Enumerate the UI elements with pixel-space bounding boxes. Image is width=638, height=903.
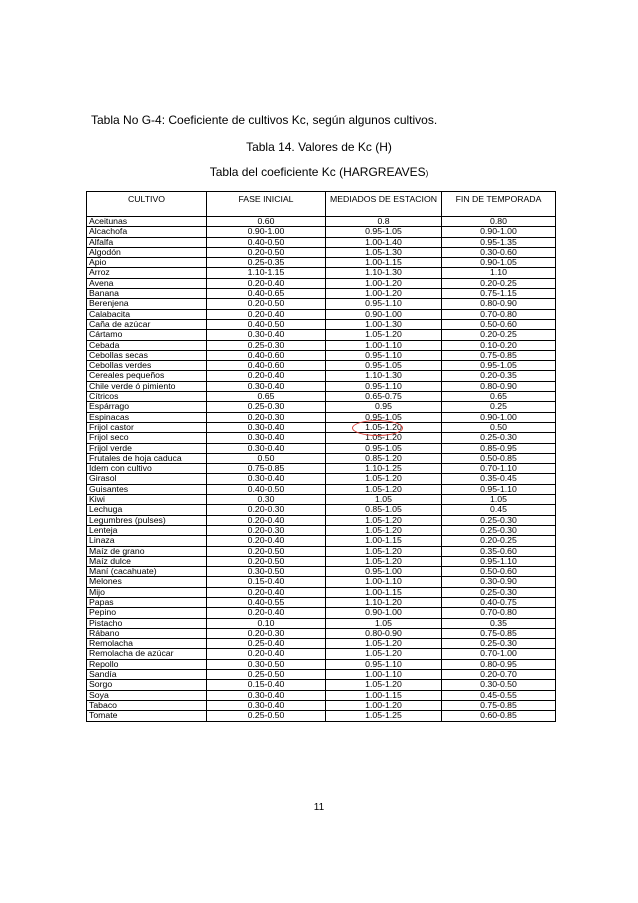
table-row (87, 258, 556, 268)
column-header-fase-inicial: FASE INICIAL (207, 192, 326, 217)
cell-fin: 0.85-0.95 (442, 443, 556, 453)
cell-cultivo: Tabaco (87, 700, 207, 710)
cell-mediados: 1.05 (326, 495, 442, 505)
table-row (87, 556, 556, 566)
cell-mediados: 0.95-1.10 (326, 299, 442, 309)
cell-fase-inicial: 0.30-0.50 (207, 659, 326, 669)
table-row (87, 536, 556, 546)
table-row (87, 319, 556, 329)
table-row (87, 690, 556, 700)
cell-cultivo: Sorgo (87, 680, 207, 690)
table-row (87, 608, 556, 618)
table-header-row (87, 192, 556, 217)
table-row (87, 670, 556, 680)
table-row (87, 340, 556, 350)
cell-fin: 0.80-0.95 (442, 659, 556, 669)
cell-cultivo: Cítricos (87, 392, 207, 402)
cell-cultivo: Espinacas (87, 412, 207, 422)
cell-mediados: 1.00-1.15 (326, 536, 442, 546)
table-row (87, 628, 556, 638)
cell-fin: 0.50-0.60 (442, 319, 556, 329)
cell-cultivo: Remolacha (87, 639, 207, 649)
column-header-fin: FIN DE TEMPORADA (442, 192, 556, 217)
cell-fase-inicial: 0.90-1.00 (207, 227, 326, 237)
cell-fin: 0.70-0.80 (442, 309, 556, 319)
cell-mediados: 1.10-1.25 (326, 464, 442, 474)
cell-mediados: 1.10-1.20 (326, 597, 442, 607)
cell-mediados: 1.05-1.30 (326, 247, 442, 257)
cell-fase-inicial: 0.15-0.40 (207, 577, 326, 587)
cell-fin: 0.35 (442, 618, 556, 628)
cell-fase-inicial: 0.65 (207, 392, 326, 402)
cell-fase-inicial: 0.20-0.50 (207, 247, 326, 257)
cell-cultivo: Pepino (87, 608, 207, 618)
cell-fase-inicial: 0.20-0.40 (207, 587, 326, 597)
cell-fase-inicial: 0.30-0.40 (207, 690, 326, 700)
cell-fin: 0.45 (442, 505, 556, 515)
cell-fin: 0.95-1.05 (442, 361, 556, 371)
cell-cultivo: Cebollas secas (87, 350, 207, 360)
cell-fase-inicial: 0.20-0.40 (207, 309, 326, 319)
table-row (87, 680, 556, 690)
cell-fin: 0.20-0.25 (442, 536, 556, 546)
cell-fase-inicial: 0.30-0.40 (207, 422, 326, 432)
cell-mediados: 1.10-1.30 (326, 268, 442, 278)
cell-cultivo: Maíz de grano (87, 546, 207, 556)
cell-fin: 0.25 (442, 402, 556, 412)
cell-fase-inicial: 0.30-0.50 (207, 567, 326, 577)
cell-mediados: 1.00-1.20 (326, 700, 442, 710)
cell-fin: 0.90-1.00 (442, 227, 556, 237)
document-heading: Tabla No G-4: Coeficiente de cultivos Kc, según algunos cultivos. (91, 113, 438, 127)
table-row (87, 639, 556, 649)
table-row (87, 371, 556, 381)
cell-mediados: 0.95-1.05 (326, 361, 442, 371)
cell-mediados: 0.90-1.00 (326, 608, 442, 618)
table-row (87, 546, 556, 556)
cell-fin: 1.05 (442, 495, 556, 505)
cell-fase-inicial: 0.25-0.50 (207, 711, 326, 721)
cell-mediados: 1.05-1.20 (326, 422, 442, 432)
cell-cultivo: Repollo (87, 659, 207, 669)
cell-fin: 0.90-1.00 (442, 412, 556, 422)
cell-cultivo: Frijol castor (87, 422, 207, 432)
table-row (87, 227, 556, 237)
cell-mediados: 1.05-1.20 (326, 515, 442, 525)
cell-fin: 1.10 (442, 268, 556, 278)
cell-cultivo: Lechuga (87, 505, 207, 515)
cell-cultivo: Algodón (87, 247, 207, 257)
cell-fase-inicial: 0.40-0.60 (207, 361, 326, 371)
cell-mediados: 1.00-1.30 (326, 319, 442, 329)
table-row (87, 392, 556, 402)
cell-fin: 0.90-1.05 (442, 258, 556, 268)
cell-mediados: 0.90-1.00 (326, 309, 442, 319)
cell-fin: 0.65 (442, 392, 556, 402)
column-header-mediados: MEDIADOS DE ESTACION (326, 192, 442, 217)
cell-mediados: 1.05-1.20 (326, 484, 442, 494)
cell-cultivo: Avena (87, 278, 207, 288)
cell-fin: 0.70-1.00 (442, 649, 556, 659)
cell-mediados: 1.00-1.15 (326, 587, 442, 597)
cell-fin: 0.40-0.75 (442, 597, 556, 607)
cell-mediados: 1.00-1.40 (326, 237, 442, 247)
cell-fase-inicial: 0.10 (207, 618, 326, 628)
cell-mediados: 0.85-1.05 (326, 505, 442, 515)
cell-fase-inicial: 0.20-0.40 (207, 608, 326, 618)
table-row (87, 567, 556, 577)
cell-fin: 0.25-0.30 (442, 639, 556, 649)
cell-mediados: 0.95-1.10 (326, 381, 442, 391)
cell-fin: 0.10-0.20 (442, 340, 556, 350)
cell-cultivo: Pistacho (87, 618, 207, 628)
cell-fin: 0.30-0.60 (442, 247, 556, 257)
table-row (87, 278, 556, 288)
cell-fin: 0.25-0.30 (442, 515, 556, 525)
cell-fase-inicial: 0.50 (207, 453, 326, 463)
cell-fin: 0.20-0.25 (442, 330, 556, 340)
cell-fase-inicial: 0.25-0.30 (207, 402, 326, 412)
cell-cultivo: Maíz dulce (87, 556, 207, 566)
cell-fin: 0.80-0.90 (442, 299, 556, 309)
cell-fin: 0.35-0.60 (442, 546, 556, 556)
cell-fase-inicial: 0.20-0.30 (207, 412, 326, 422)
cell-cultivo: Alfalfa (87, 237, 207, 247)
cell-cultivo: Sandía (87, 670, 207, 680)
cell-cultivo: Calabacita (87, 309, 207, 319)
cell-fin: 0.50-0.60 (442, 567, 556, 577)
table-row (87, 247, 556, 257)
table-row (87, 422, 556, 432)
cell-fase-inicial: 0.20-0.40 (207, 515, 326, 525)
cell-fin: 0.95-1.10 (442, 556, 556, 566)
table-row (87, 289, 556, 299)
cell-mediados: 0.95-1.10 (326, 350, 442, 360)
table-row (87, 402, 556, 412)
cell-mediados: 0.95-1.00 (326, 567, 442, 577)
cell-cultivo: Banana (87, 289, 207, 299)
table-row (87, 433, 556, 443)
cell-fase-inicial: 0.20-0.50 (207, 299, 326, 309)
table-title-text: Tabla del coeficiente Kc (HARGREAVES (209, 165, 426, 179)
cell-fin: 0.30-0.90 (442, 577, 556, 587)
cell-mediados: 1.05-1.20 (326, 639, 442, 649)
cell-mediados: 0.85-1.20 (326, 453, 442, 463)
cell-fin: 0.95-1.35 (442, 237, 556, 247)
cell-cultivo: Soya (87, 690, 207, 700)
table-row (87, 700, 556, 710)
cell-cultivo: Tomate (87, 711, 207, 721)
table-row (87, 381, 556, 391)
cell-cultivo: Girasol (87, 474, 207, 484)
table-row (87, 597, 556, 607)
table-row (87, 330, 556, 340)
cell-cultivo: Cereales pequeños (87, 371, 207, 381)
cell-mediados: 1.05-1.20 (326, 680, 442, 690)
table-row (87, 495, 556, 505)
cell-fin: 0.35-0.45 (442, 474, 556, 484)
cell-fin: 0.20-0.35 (442, 371, 556, 381)
cell-cultivo: Rábano (87, 628, 207, 638)
cell-mediados: 1.05-1.20 (326, 525, 442, 535)
cell-fase-inicial: 0.20-0.50 (207, 546, 326, 556)
cell-cultivo: Legumbres (pulses) (87, 515, 207, 525)
hand-drawn-circle-annotation (352, 420, 403, 436)
cell-fin: 0.25-0.30 (442, 525, 556, 535)
cell-fase-inicial: 0.30-0.40 (207, 443, 326, 453)
table-row (87, 505, 556, 515)
cell-mediados: 0.80-0.90 (326, 628, 442, 638)
table-row (87, 309, 556, 319)
cell-fin: 0.80-0.90 (442, 381, 556, 391)
cell-fin: 0.75-0.85 (442, 700, 556, 710)
cell-fase-inicial: 0.20-0.40 (207, 536, 326, 546)
cell-fin: 0.75-0.85 (442, 350, 556, 360)
cell-fase-inicial: 0.20-0.30 (207, 525, 326, 535)
cell-cultivo: Cebollas verdes (87, 361, 207, 371)
cell-fin: 0.70-1.10 (442, 464, 556, 474)
table-title-suffix: ) (425, 169, 429, 178)
cell-cultivo: Apio (87, 258, 207, 268)
table-row (87, 443, 556, 453)
cell-cultivo: Kiwi (87, 495, 207, 505)
cell-mediados: 1.00-1.20 (326, 289, 442, 299)
table-subheading: Tabla 14. Valores de Kc (H) (246, 140, 392, 154)
cell-cultivo: Mijo (87, 587, 207, 597)
cell-cultivo: Arroz (87, 268, 207, 278)
column-header-cultivo: CULTIVO (87, 192, 207, 217)
cell-fin: 0.75-1.15 (442, 289, 556, 299)
cell-cultivo: Cártamo (87, 330, 207, 340)
cell-fase-inicial: 0.30-0.40 (207, 700, 326, 710)
cell-cultivo: Espárrago (87, 402, 207, 412)
cell-mediados: 1.05-1.20 (326, 546, 442, 556)
cell-fase-inicial: 0.40-0.55 (207, 597, 326, 607)
table-row (87, 649, 556, 659)
cell-fase-inicial: 0.75-0.85 (207, 464, 326, 474)
cell-fin: 0.25-0.30 (442, 587, 556, 597)
cell-cultivo: Maní (cacahuate) (87, 567, 207, 577)
cell-mediados: 0.65-0.75 (326, 392, 442, 402)
kc-table (86, 191, 556, 722)
table-row (87, 659, 556, 669)
table-row (87, 453, 556, 463)
cell-fase-inicial: 1.10-1.15 (207, 268, 326, 278)
cell-fase-inicial: 0.40-0.60 (207, 350, 326, 360)
cell-fin: 0.70-0.80 (442, 608, 556, 618)
cell-mediados: 1.00-1.15 (326, 258, 442, 268)
cell-cultivo: Idem con cultivo (87, 464, 207, 474)
table-row (87, 464, 556, 474)
cell-mediados: 1.00-1.15 (326, 690, 442, 700)
cell-fase-inicial: 0.20-0.40 (207, 371, 326, 381)
table-row (87, 515, 556, 525)
cell-cultivo: Aceitunas (87, 217, 207, 227)
cell-fase-inicial: 0.30-0.40 (207, 474, 326, 484)
table-title (0, 165, 638, 179)
cell-mediados: 1.05-1.20 (326, 474, 442, 484)
cell-fin: 0.20-0.70 (442, 670, 556, 680)
cell-mediados: 0.95-1.10 (326, 659, 442, 669)
table-row (87, 711, 556, 721)
cell-fase-inicial: 0.30-0.40 (207, 381, 326, 391)
cell-fase-inicial: 0.25-0.40 (207, 639, 326, 649)
cell-fase-inicial: 0.20-0.40 (207, 649, 326, 659)
cell-mediados: 1.05-1.20 (326, 556, 442, 566)
cell-fin: 0.95-1.10 (442, 484, 556, 494)
cell-mediados: 1.00-1.10 (326, 577, 442, 587)
table-body (87, 217, 556, 722)
cell-fase-inicial: 0.25-0.30 (207, 340, 326, 350)
cell-fase-inicial: 0.20-0.30 (207, 628, 326, 638)
cell-mediados: 0.8 (326, 217, 442, 227)
cell-fin: 0.20-0.25 (442, 278, 556, 288)
cell-fase-inicial: 0.40-0.65 (207, 289, 326, 299)
table-row (87, 237, 556, 247)
cell-fase-inicial: 0.60 (207, 217, 326, 227)
cell-mediados: 1.00-1.10 (326, 340, 442, 350)
cell-mediados: 1.05-1.20 (326, 433, 442, 443)
cell-mediados: 1.10-1.30 (326, 371, 442, 381)
cell-fin: 0.45-0.55 (442, 690, 556, 700)
cell-fase-inicial: 0.20-0.30 (207, 505, 326, 515)
cell-fin: 0.50 (442, 422, 556, 432)
cell-fin: 0.60-0.85 (442, 711, 556, 721)
page-number: 11 (313, 802, 325, 813)
table-row (87, 587, 556, 597)
cell-fase-inicial: 0.20-0.50 (207, 556, 326, 566)
cell-cultivo: Lenteja (87, 525, 207, 535)
table-row (87, 217, 556, 227)
cell-cultivo: Alcachofa (87, 227, 207, 237)
cell-fin: 0.80 (442, 217, 556, 227)
cell-cultivo: Melones (87, 577, 207, 587)
cell-cultivo: Frijol seco (87, 433, 207, 443)
table-row (87, 618, 556, 628)
table-row (87, 577, 556, 587)
cell-fin: 0.30-0.50 (442, 680, 556, 690)
cell-fin: 0.50-0.85 (442, 453, 556, 463)
cell-cultivo: Frutales de hoja caduca (87, 453, 207, 463)
table-row (87, 299, 556, 309)
cell-mediados: 1.05-1.20 (326, 330, 442, 340)
cell-mediados: 0.95-1.05 (326, 227, 442, 237)
cell-mediados: 1.00-1.10 (326, 670, 442, 680)
cell-cultivo: Papas (87, 597, 207, 607)
cell-fase-inicial: 0.40-0.50 (207, 237, 326, 247)
table-row (87, 412, 556, 422)
cell-fase-inicial: 0.20-0.40 (207, 278, 326, 288)
cell-mediados: 1.05 (326, 618, 442, 628)
cell-fase-inicial: 0.30-0.40 (207, 433, 326, 443)
cell-cultivo: Caña de azúcar (87, 319, 207, 329)
table-row (87, 474, 556, 484)
table-row (87, 361, 556, 371)
cell-cultivo: Frijol verde (87, 443, 207, 453)
table-row (87, 268, 556, 278)
cell-fin: 0.25-0.30 (442, 433, 556, 443)
cell-fin: 0.75-0.85 (442, 628, 556, 638)
cell-fase-inicial: 0.25-0.35 (207, 258, 326, 268)
cell-mediados: 1.00-1.20 (326, 278, 442, 288)
cell-fase-inicial: 0.40-0.50 (207, 319, 326, 329)
cell-mediados: 1.05-1.20 (326, 649, 442, 659)
cell-cultivo: Chile verde ó pimiento (87, 381, 207, 391)
cell-cultivo: Guisantes (87, 484, 207, 494)
cell-fase-inicial: 0.25-0.50 (207, 670, 326, 680)
cell-cultivo: Remolacha de azúcar (87, 649, 207, 659)
table-row (87, 484, 556, 494)
cell-cultivo: Berenjena (87, 299, 207, 309)
cell-fase-inicial: 0.40-0.50 (207, 484, 326, 494)
table-row (87, 350, 556, 360)
cell-mediados: 1.05-1.25 (326, 711, 442, 721)
cell-mediados: 0.95-1.05 (326, 412, 442, 422)
cell-cultivo: Linaza (87, 536, 207, 546)
cell-mediados: 0.95-1.05 (326, 443, 442, 453)
cell-fase-inicial: 0.30-0.40 (207, 330, 326, 340)
table-row (87, 525, 556, 535)
cell-cultivo: Cebada (87, 340, 207, 350)
cell-fase-inicial: 0.15-0.40 (207, 680, 326, 690)
cell-fase-inicial: 0.30 (207, 495, 326, 505)
cell-mediados: 0.95 (326, 402, 442, 412)
